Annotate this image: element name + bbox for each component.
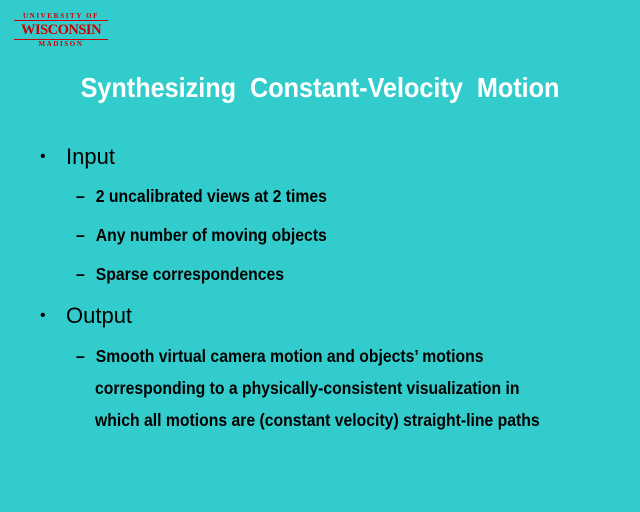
subitem-text: 2 uncalibrated views at 2 times [95,186,327,206]
subitem-text: Sparse correspondences [95,264,285,284]
logo-bottom-text: MADISON [38,40,84,48]
subitem-text: Any number of moving objects [95,225,327,245]
bullet-input [40,144,115,170]
dash-marker: – [76,264,85,284]
bullet-label: Input [66,144,115,169]
bullet-marker: • [40,148,46,165]
subitem-views [76,186,327,207]
bullet-marker: • [40,307,46,324]
bullet-label: Output [66,303,133,328]
dash-marker: – [76,225,85,245]
university-logo [14,12,108,52]
subitem-output-line-1 [76,346,484,367]
logo-main-text: WISCONSIN [14,20,108,40]
subitem-correspondences [76,264,284,285]
logo-top-text: UNIVERSITY OF [23,12,99,20]
subitem-objects [76,225,327,246]
dash-marker: – [76,346,85,366]
dash-marker: – [76,186,85,206]
bullet-output [40,303,132,329]
subitem-text: Smooth virtual camera motion and objects’ motions [95,346,484,366]
slide-title: Synthesizing Constant-Velocity Motion [80,72,560,103]
subitem-output-line-2: corresponding to a physically-consistent visualization in [95,378,520,398]
subitem-output-line-3: which all motions are (constant velocity) straight-line paths [95,410,540,430]
